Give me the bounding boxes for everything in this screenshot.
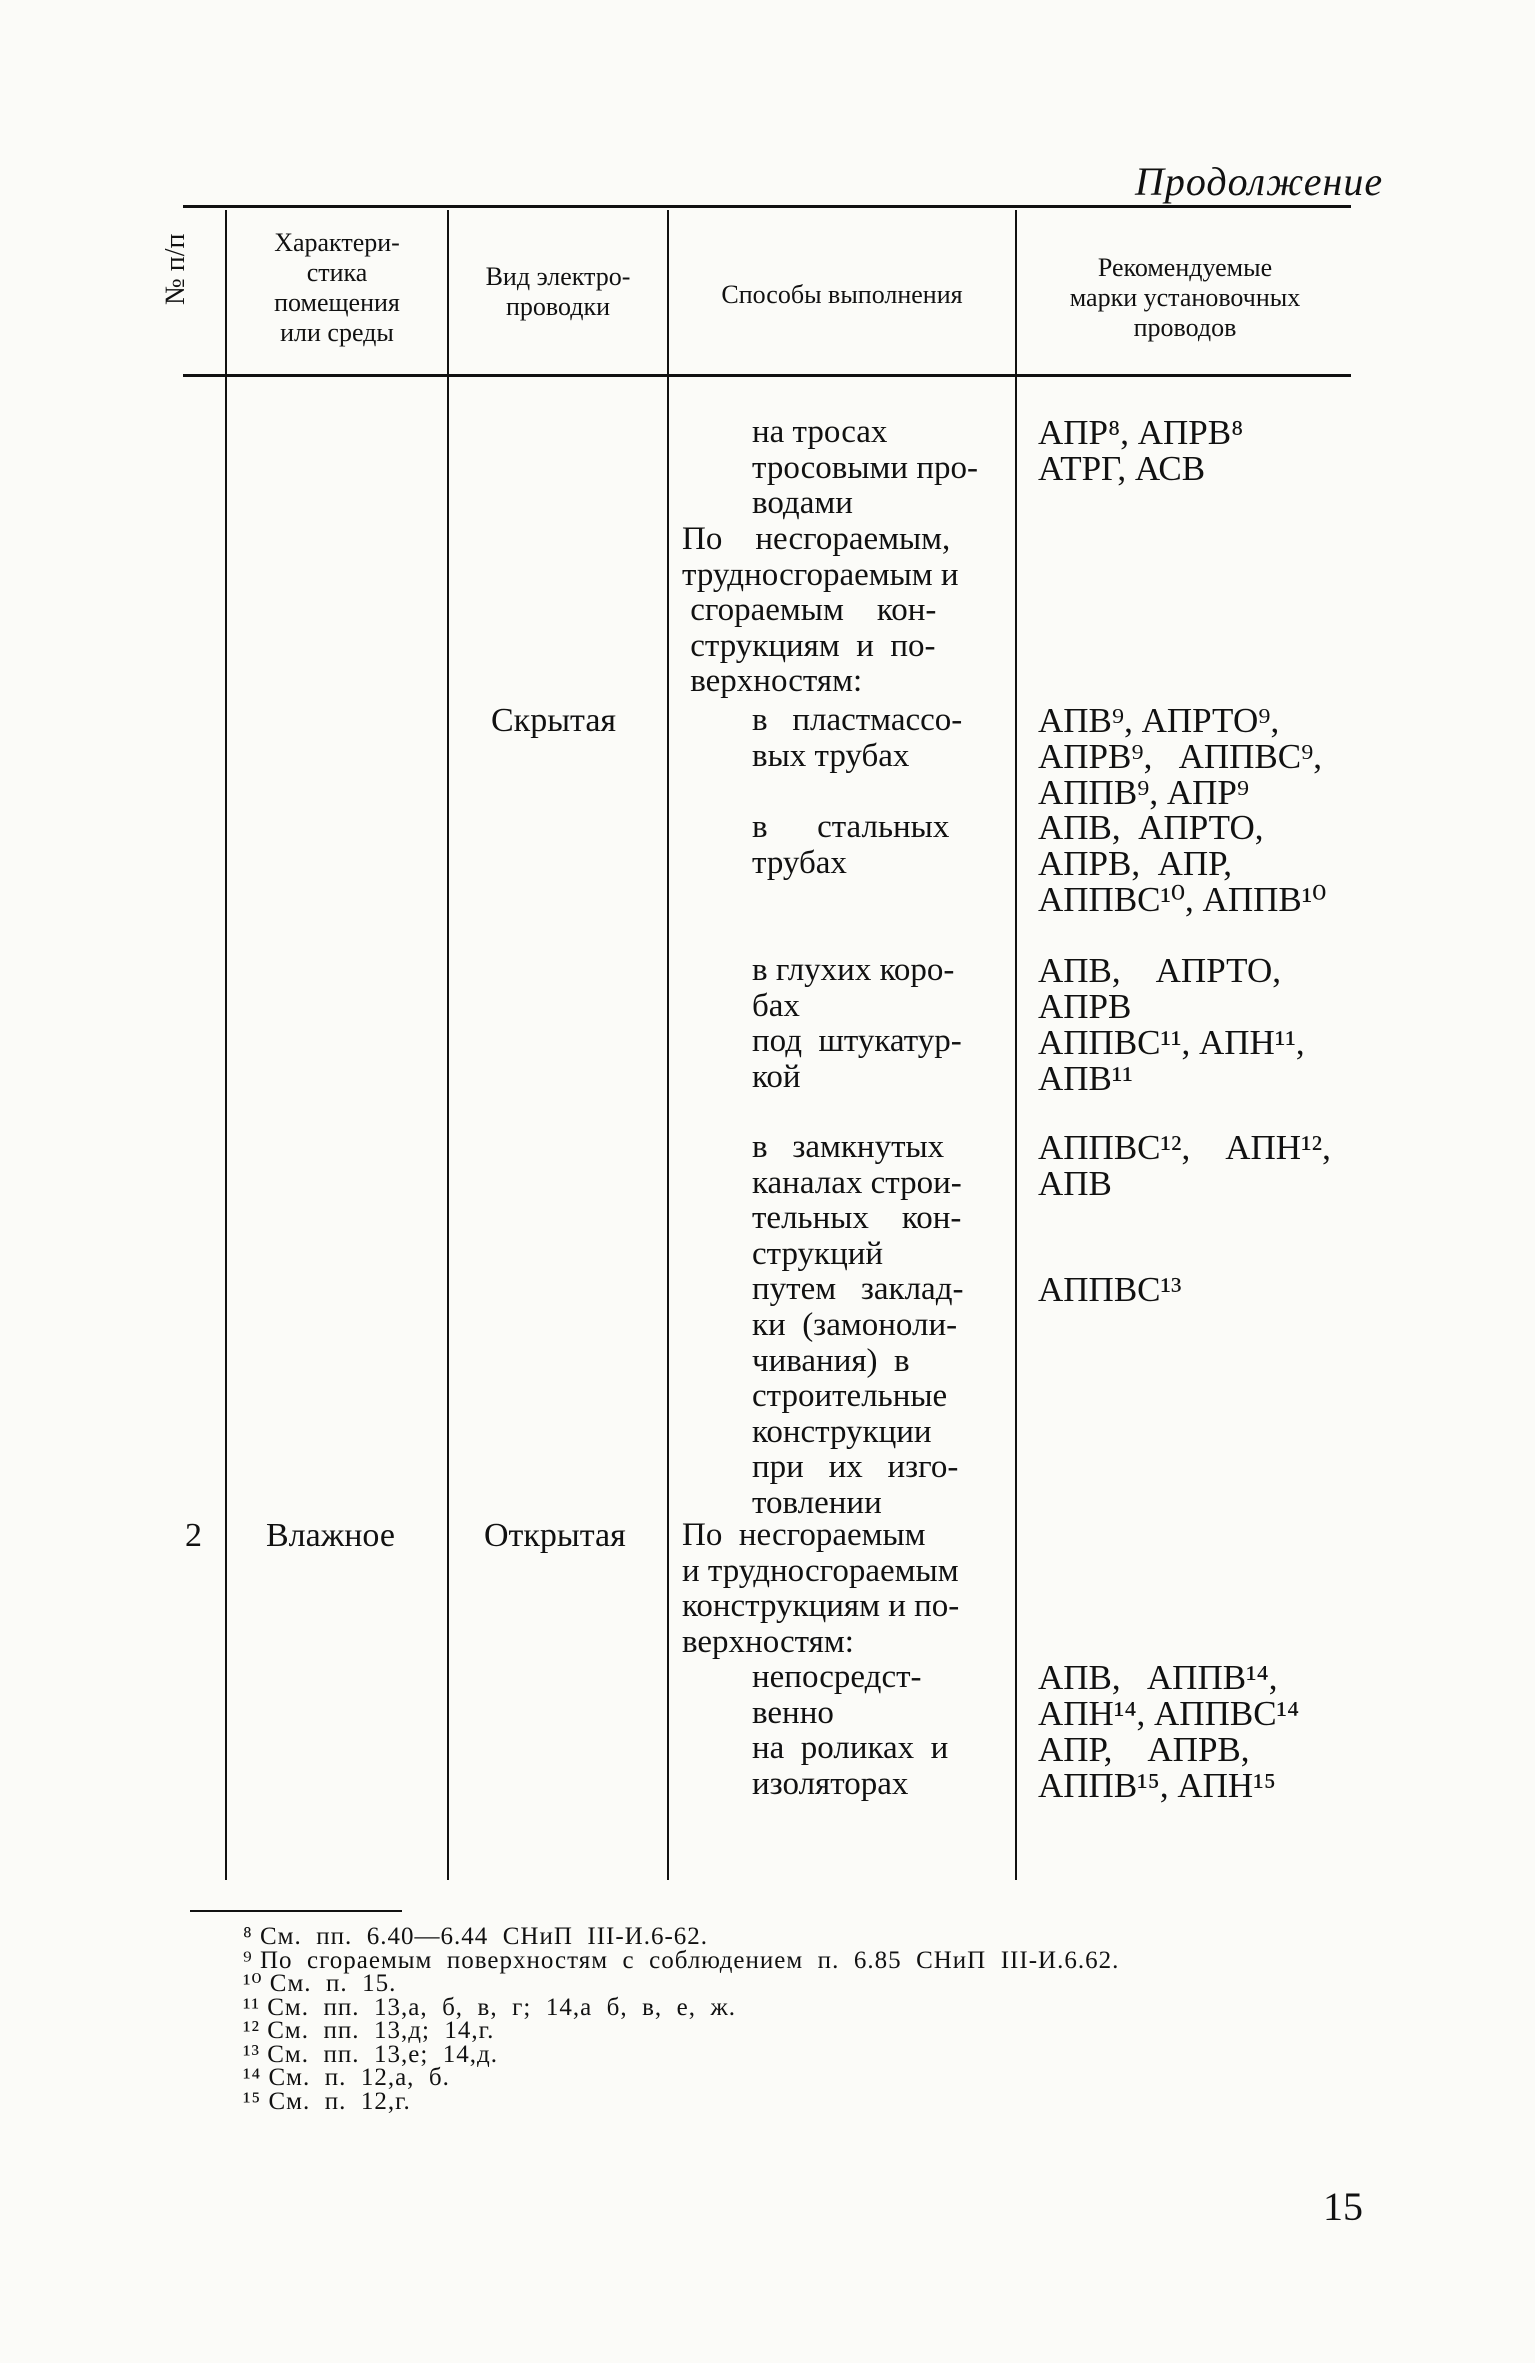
- header-wiring-type: Вид электро- проводки: [485, 262, 631, 321]
- footnote-separator: [190, 1910, 402, 1912]
- column-divider: [667, 210, 669, 1880]
- brands-cable: АПР⁸, АПРВ⁸ АТРГ, АСВ: [1038, 413, 1244, 488]
- method-open-structures-heading: По несгораемым и трудносгораемым конструкциям и по- верхностям:: [682, 1517, 960, 1660]
- brands-channels: АППВС¹², АПН¹², АПВ: [1038, 1128, 1331, 1203]
- footnote: ⁹ По сгораемым поверхностям с соблюдением п. 6.85 СНиП III-И.6.62.: [243, 1946, 1120, 1974]
- column-divider: [225, 210, 227, 1880]
- brands-open: АПВ, АППВ¹⁴, АПН¹⁴, АППВС¹⁴ АПР, АПРВ, АППВ¹⁵, АПН¹⁵: [1038, 1658, 1300, 1805]
- wiring-hidden: Скрытая: [491, 702, 617, 739]
- brands-boxes-plaster: АПВ, АПРТО, АПРВ АППВС¹¹, АПН¹¹, АПВ¹¹: [1038, 951, 1305, 1098]
- footnote: ¹⁰ См. п. 15.: [243, 1970, 397, 1997]
- header-number: № п/п: [160, 233, 191, 305]
- footnote: ⁸ См. пп. 6.40—6.44 СНиП III-И.6-62.: [243, 1923, 709, 1950]
- footnote: ¹² См. пп. 13,д; 14,г.: [243, 2017, 495, 2044]
- column-divider: [447, 210, 449, 1880]
- method-steel-pipes: в стальных трубах: [752, 809, 950, 881]
- method-structures-heading: По несгораемым, трудносгораемым и сгораемым кон- струкциям и по- верхностям:: [682, 521, 959, 700]
- header-bottom-rule: [183, 374, 1351, 377]
- brands-plastic-pipes: АПВ⁹, АПРТО⁹, АПРВ⁹, АППВС⁹, АППВ⁹, АПР⁹: [1038, 701, 1323, 812]
- header-recommended-brands: Рекомендуемые марки установочных проводов: [1069, 253, 1301, 342]
- footnote: ¹¹ См. пп. 13,а, б, в, г; 14,а б, в, е, ж.: [243, 1993, 737, 2021]
- brands-steel-pipes: АПВ, АПРТО, АПРВ, АПР, АППВС¹⁰, АППВ¹⁰: [1038, 808, 1327, 919]
- row-number: 2: [185, 1517, 202, 1554]
- method-channels-embedding: в замкнутых каналах строи- тельных кон- струкций путем заклад- ки (замоноли- чивания) в строительные конструкции при их изго- товлении: [752, 1129, 964, 1521]
- column-divider: [1015, 210, 1017, 1880]
- brands-embedding: АППВС¹³: [1038, 1270, 1182, 1309]
- footnote: ¹⁵ См. п. 12,г.: [243, 2087, 411, 2115]
- method-cable: на тросах тросовыми про- водами: [752, 414, 978, 522]
- continued-label: Продолжение: [1135, 159, 1384, 204]
- page-number: 15: [1323, 2184, 1363, 2229]
- footnote: ¹⁴ См. п. 12,а, б.: [243, 2064, 450, 2091]
- method-boxes-plaster: в глухих коро- бах под штукатур- кой: [752, 952, 962, 1095]
- method-direct-rollers: непосредст- венно на роликах и изоляторах: [752, 1659, 949, 1802]
- table-top-rule: [183, 205, 1351, 208]
- method-plastic-pipes: в пластмассо- вых трубах: [752, 702, 963, 774]
- header-room-characteristic: Характери- стика помещения или среды: [274, 228, 400, 347]
- room-characteristic: Влажное: [266, 1517, 395, 1554]
- header-methods: Способы выполнения: [721, 280, 963, 309]
- wiring-open: Открытая: [484, 1517, 626, 1554]
- footnote: ¹³ См. пп. 13,е; 14,д.: [243, 2040, 499, 2068]
